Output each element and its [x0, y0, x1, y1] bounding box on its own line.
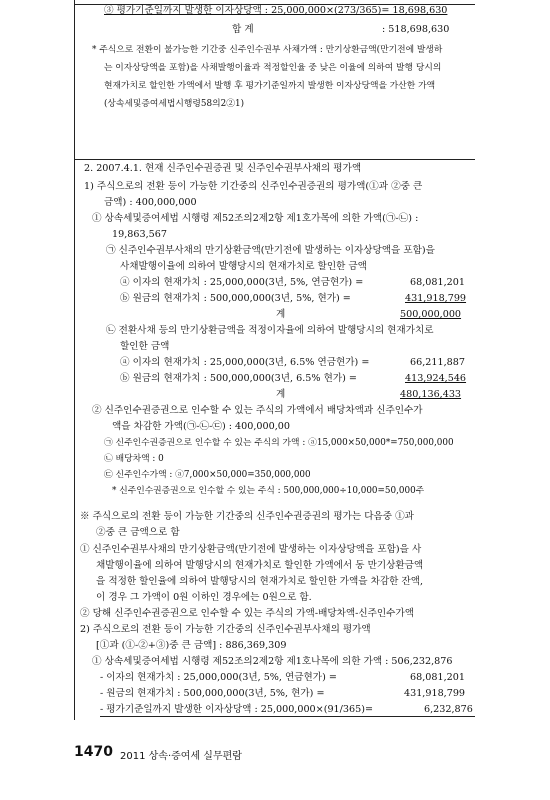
sub-b-line-a: ㉡ 전환사채 등의 만기상환금액을 적정이자율에 의하여 발행당시의 현재가치로: [106, 325, 434, 336]
item-2-subscription: ㉢ 신주인수가액 : ⓐ7,000×50,000=350,000,000: [104, 470, 311, 480]
interest-accrued-line: ③ 평가기준일까지 발생한 이자상당액 : 25,000,000×(273/365)= 18,698,630: [104, 5, 448, 16]
bond-accrued-underline: [100, 716, 475, 717]
total-value: : 518,698,630: [382, 24, 450, 35]
sub-b-principal-label: ⓑ 원금의 현재가치 : 500,000,000(3년, 6.5% 현가) =: [120, 373, 357, 384]
sub-a-principal-label: ⓑ 원금의 현재가치 : 500,000,000(3년, 5%, 현가) =: [120, 293, 351, 304]
para-1-line-b: 금액) : 400,000,000: [104, 197, 197, 208]
sub-a-sum-value: 500,000,000: [400, 309, 462, 320]
note-line-3: 현재가치로 할인한 가액에서 발행 후 평가기준일까지 발생한 이자상당액을 가산한 가액: [104, 81, 436, 91]
remark-line-6: 이 경우 그 가액이 0원 이하인 경우에는 0원으로 함.: [96, 592, 312, 603]
sub-a-line-a: ㉠ 신주인수권부사채의 만기상환금액(만기전에 발생하는 이자상당액을 포함)을: [106, 245, 435, 256]
remark-line-5: 을 적정한 할인율에 의하여 발행당시의 현재가치로 할인한 가액을 차감한 잔액,: [96, 576, 424, 587]
item-2-line-b: 액을 차감한 가액(㉠-㉡-㉢) : 400,000,00: [112, 421, 290, 432]
page-number: 1470: [74, 744, 113, 760]
item-1-line-a: ① 상속세및증여세법 시행령 제52조의2제2항 제1호가목에 의한 가액(㉠-㉡) :: [92, 213, 419, 224]
sub-b-interest-label: ⓐ 이자의 현재가치 : 25,000,000(3년, 6.5% 연금현가) =: [120, 357, 370, 368]
book-title: 2011 상속·증여세 실무편람: [120, 751, 242, 762]
sub-b-principal-value: 413,924,546: [405, 373, 467, 384]
remark-line-3: ① 신주인수권부사채의 만기상환금액(만기전에 발생하는 이자상당액을 포함)을 사: [80, 544, 422, 555]
item-1-line-b: 19,863,567: [112, 229, 167, 240]
note-line-4: (상속세및증여세법시행령58의2②1): [104, 99, 245, 109]
remark-line-7: ② 당해 신주인수권증권으로 인수할 수 있는 주식의 가액-배당차액-신주인수가액: [80, 608, 414, 619]
bond-item-1: ① 상속세및증여세법 시행령 제52조의2제2항 제1호나목에 의한 가액 : 506,232,876: [92, 656, 453, 667]
item-2-dividend: ㉡ 배당차액 : 0: [104, 454, 164, 464]
sub-a-sum-label: 계: [276, 309, 286, 320]
note-line-1: * 주식으로 전환이 불가능한 기간중 신주인수권부 사채가액 : 만기상환금액(만기전에 발생하: [92, 45, 443, 55]
sub-b-sum-label: 계: [276, 389, 286, 400]
para-2-line-1: 2) 주식으로의 전환 등이 가능한 기간중의 신주인수권부사채의 평가액: [80, 624, 371, 635]
bond-principal-label: - 원금의 현재가치 : 500,000,000(3년, 5%, 현가) =: [100, 688, 325, 699]
sub-a-principal-value: 431,918,799: [405, 293, 467, 304]
para-2-line-2: [①과 (①-②+③)중 큰 금액] : 886,369,309: [96, 640, 287, 651]
total-label: 합 계: [232, 24, 254, 35]
bond-accrued-value: 6,232,876: [424, 704, 473, 715]
bond-interest-label: - 이자의 현재가치 : 25,000,000(3년, 5%, 연금현가) =: [100, 672, 337, 683]
bond-interest-value: 68,081,201: [410, 672, 465, 683]
section-2-heading: 2. 2007.4.1. 현재 신주인수권증권 및 신주인수권부사채의 평가액: [84, 163, 362, 174]
bond-principal-value: 431,918,799: [404, 688, 466, 699]
remark-line-4: 채발행이율에 의하여 발행당시의 현재가치로 할인한 가액에서 동 만기상환금액: [96, 560, 424, 571]
sub-a-interest-label: ⓐ 이자의 현재가치 : 25,000,000(3년, 5%, 연금현가) =: [120, 277, 364, 288]
item-2-line-a: ② 신주인수권증권으로 인수할 수 있는 주식의 가액에서 배당차액과 신주인수가: [92, 405, 423, 416]
sub-b-sum-value: 480,136,433: [400, 389, 462, 400]
sub-a-interest-value: 68,081,201: [410, 277, 465, 288]
remark-line-1: ※ 주식으로의 전환 등이 가능한 기간중의 신주인수권증권의 평가는 다음중 ①과: [80, 511, 414, 522]
item-2-share-value: ㉠ 신주인수권증권으로 인수할 수 있는 주식의 가액 : ⓐ15,000×50,000*=750,000,000: [104, 438, 454, 448]
bond-accrued-label: - 평가기준일까지 발생한 이자상당액 : 25,000,000×(91/365)=: [100, 704, 373, 715]
para-1-line-a: 1) 주식으로의 전환 등이 가능한 기간중의 신주인수권증권의 평가액(①과 ②중 큰: [84, 181, 423, 192]
sub-a-line-b: 사채발행이율에 의하여 발행당시의 현재가치로 할인한 금액: [120, 261, 367, 272]
note-line-2: 는 이자상당액을 포함)을 사채발행이율과 적정할인율 중 낮은 이율에 의하여 발행 당시의: [104, 63, 442, 73]
remark-line-2: ②중 큰 금액으로 함: [96, 527, 180, 538]
item-2-note: * 신주인수권증권으로 인수할 수 있는 주식 : 500,000,000÷10,000=50,000주: [112, 486, 425, 496]
sub-b-interest-value: 66,211,887: [410, 357, 465, 368]
sub-b-line-b: 할인한 금액: [120, 341, 170, 352]
